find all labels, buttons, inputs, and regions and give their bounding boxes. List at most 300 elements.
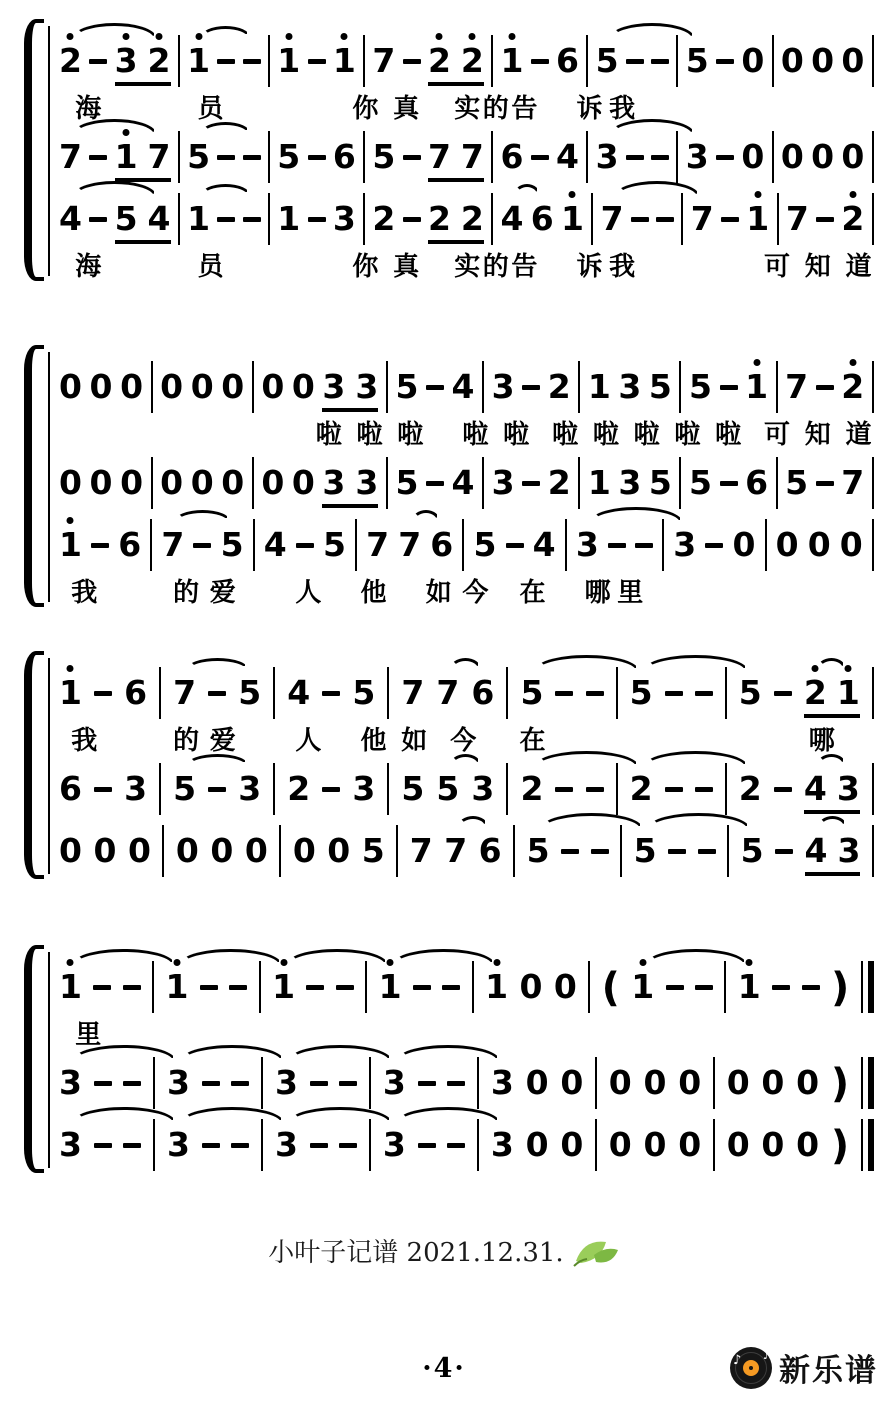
lyric-syllable: 如 [425,578,452,608]
note: 7 [409,831,433,870]
note: 5 [395,463,419,502]
brace-icon [24,945,44,1173]
slur-arc [643,751,748,767]
duration-dash [208,691,226,696]
rest-note: 0 [120,367,144,406]
lyric-syllable: 啦 [592,420,619,450]
final-barline-thin [861,961,863,1013]
slur-arc [450,754,481,765]
lyric-syllable: 啦 [315,420,342,450]
note: 1 [561,200,584,238]
barline [616,763,618,815]
barline [150,519,152,571]
barline [261,1119,263,1171]
rest-note: 0 [732,525,756,564]
final-barline [861,961,874,1013]
slur-arc [72,23,157,39]
barline [153,1057,155,1109]
parenthesis: ) [830,1123,850,1169]
note: 5 [352,673,376,712]
lyric-syllable: 的 [482,252,509,282]
rest-note: 0 [291,367,315,406]
lyric-syllable: 爱 [209,578,236,608]
note: 1 [587,463,611,502]
lyric-syllable: 啦 [503,420,530,450]
duration-dash [802,985,820,990]
barline [872,131,874,183]
note: 7 [173,673,197,712]
final-barline-thick [868,1119,874,1171]
slur-arc [201,122,250,133]
barline [363,131,365,183]
note: 7 [372,41,396,80]
note: 5 [595,41,619,80]
slur-arc [817,754,846,765]
lyrics-row [59,1012,874,1050]
note: 6 [500,137,524,176]
duration-dash [123,1081,141,1086]
system-start-barline [48,952,50,1168]
duration-dash [339,1143,357,1148]
underline-group [804,770,860,814]
note: 5 [436,769,460,808]
notation-line [59,752,874,814]
rest-note: 0 [160,367,184,406]
slur-arc [179,949,282,965]
lyric-syllable: 里 [617,578,644,608]
slur-arc [396,1045,500,1061]
slur-arc [609,23,695,39]
barline [279,825,281,877]
note: 4 [451,463,475,502]
barline [591,193,593,245]
duration-dash [217,59,235,64]
duration-dash [775,849,793,854]
barline [679,361,681,413]
note: 2 [547,367,571,406]
duration-dash [531,59,549,64]
duration-dash [666,985,684,990]
duration-dash [651,59,669,64]
note: 5 [173,769,197,808]
barline [369,1119,371,1171]
barline [588,961,590,1013]
barline [620,825,622,877]
lyric-syllable: 我 [609,252,636,282]
slur-arc [614,181,700,197]
note: 6 [530,199,554,238]
octave-dot [341,33,348,40]
rest-note: 0 [120,463,144,502]
barline [586,35,588,87]
lyric-syllable: 你 [352,94,379,124]
barline [396,825,398,877]
note: 5 [629,673,653,712]
system-brace [24,656,50,876]
note: 7 [401,673,425,712]
note: 7 [460,137,484,176]
logo-text: 新乐谱 [779,1353,878,1389]
octave-dot [469,33,476,40]
rest-note: 0 [175,831,199,870]
note: 5 [520,673,544,712]
underline-group [428,200,484,244]
rest-note: 0 [89,463,113,502]
lyrics-row [59,718,874,756]
slur-arc [817,658,846,669]
note: 3 [673,525,697,564]
note: 6 [745,463,769,502]
barline [676,35,678,87]
note: 2 [461,42,484,81]
duration-dash [322,691,340,696]
octave-dot [754,191,761,198]
rest-note: 0 [643,1125,667,1164]
music-system [0,24,888,282]
note: 5 [238,673,262,712]
barline [679,457,681,509]
system-start-barline [48,352,50,602]
duration-dash [561,849,579,854]
transcriber-credit: 小叶子记谱 2021.12.31. [268,1238,564,1268]
octave-dot [849,359,856,366]
barline [178,35,180,87]
duration-dash [308,217,326,222]
lyric-syllable: 实 [454,252,481,282]
note: 1 [837,674,860,713]
duration-dash [418,1081,436,1086]
note: 5 [688,367,712,406]
note: 7 [161,525,185,564]
note: 1 [59,526,82,564]
duration-dash [94,1081,112,1086]
barline [462,519,464,571]
underline-group [804,674,860,718]
system-start-barline [48,26,50,276]
duration-dash [695,787,713,792]
barline [151,457,153,509]
lyric-syllable: 他 [360,578,387,608]
lyric-syllable: 啦 [356,420,383,450]
barline [268,193,270,245]
lyric-syllable: 爱 [209,726,236,756]
note: 3 [685,137,709,176]
slur-arc [288,1107,392,1123]
note: 7 [147,137,171,176]
system-brace [24,950,50,1170]
note: 3 [274,1063,298,1102]
leaf-sprig-icon [572,1233,620,1269]
duration-dash [705,543,723,548]
note: 5 [648,367,672,406]
lyric-syllable: 人 [295,578,322,608]
duration-dash [243,155,261,160]
lyric-syllable: 啦 [715,420,742,450]
rest-note: 0 [726,1063,750,1102]
barline [727,825,729,877]
note: 2 [428,42,451,81]
barline [387,763,389,815]
note: 3 [382,1125,406,1164]
final-barline-thin [861,1119,863,1171]
note: 3 [166,1063,190,1102]
barline [472,961,474,1013]
lyric-syllable: 他 [360,726,387,756]
barline [872,457,874,509]
lyric-syllable: 我 [71,726,98,756]
duration-dash [555,787,573,792]
duration-dash [506,543,524,548]
slur-arc [412,510,440,521]
note: 3 [837,831,861,870]
note: 1 [272,968,295,1006]
duration-dash [447,1143,465,1148]
note: 3 [124,769,148,808]
rest-note: 0 [780,41,804,80]
duration-dash [698,849,716,854]
duration-dash [403,155,421,160]
rest-note: 0 [93,831,117,870]
brace-icon [24,651,44,879]
system-start-barline [48,658,50,874]
duration-dash [447,1081,465,1086]
slur-arc [540,813,643,829]
duration-dash [418,1143,436,1148]
duration-dash [555,691,573,696]
barline [387,667,389,719]
vinyl-record-icon [730,1347,772,1389]
duration-dash [217,155,235,160]
barline [178,131,180,183]
underline-group [322,464,378,508]
barline [872,519,874,571]
duration-dash [816,385,834,390]
rest-note: 0 [221,463,245,502]
barline [355,519,357,571]
duration-dash [322,787,340,792]
duration-dash [716,155,734,160]
system-lines [59,24,874,282]
note: 5 [738,673,762,712]
barline [765,519,767,571]
lyric-syllable: 海 [75,252,102,282]
rest-note: 0 [780,137,804,176]
lyric-syllable: 可 [763,252,790,282]
note: 2 [427,199,451,238]
lyric-syllable: 里 [75,1020,102,1050]
note: 4 [500,199,524,238]
lyric-syllable: 啦 [552,420,579,450]
note: 3 [618,463,642,502]
note: 7 [841,463,865,502]
duration-dash [339,1081,357,1086]
rest-note: 0 [796,1063,820,1102]
rest-note: 0 [761,1125,785,1164]
duration-dash [308,155,326,160]
duration-dash [695,691,713,696]
barline [477,1057,479,1109]
barline [578,457,580,509]
duration-dash [442,985,460,990]
note: 5 [395,367,419,406]
slur-arc [175,510,230,521]
note: 5 [526,831,550,870]
note: 2 [520,769,544,808]
barline [491,131,493,183]
duration-dash [91,543,109,548]
note: 3 [491,463,515,502]
slur-arc [818,816,847,827]
lyric-syllable: 诉 [576,94,603,124]
slur-arc [180,1045,284,1061]
note: 1 [631,968,654,1006]
parenthesis: ) [830,965,850,1011]
underline-group [115,42,171,86]
rest-note: 0 [525,1063,549,1102]
duration-dash [306,985,324,990]
slur-arc [180,1107,284,1123]
note: 5 [633,831,657,870]
note: 1 [115,138,138,177]
barline [595,1119,597,1171]
note: 1 [187,42,210,80]
note: 2 [738,769,762,808]
lyric-syllable: 的 [482,94,509,124]
note: 5 [220,525,244,564]
barline [178,193,180,245]
barline [772,131,774,183]
duration-dash [296,543,314,548]
slur-arc [450,658,481,669]
rest-note: 0 [811,41,835,80]
rest-note: 0 [59,367,82,406]
barline [713,1119,715,1171]
note: 1 [379,968,402,1006]
barline [363,193,365,245]
note: 2 [841,200,864,238]
duration-dash [310,1081,328,1086]
system-lines [59,950,874,1170]
note: 3 [836,769,860,808]
duration-dash [231,1143,249,1148]
notation-line [59,950,874,1012]
slur-arc [392,949,495,965]
note: 5 [361,831,385,870]
rest-note: 0 [261,463,285,502]
lyric-syllable: 知 [804,420,831,450]
duration-dash [774,787,792,792]
system-gap [0,278,888,350]
duration-dash [531,155,549,160]
barline [253,519,255,571]
barline [491,193,493,245]
note: 1 [587,367,611,406]
note: 4 [556,137,579,176]
octave-dot [753,359,760,366]
barline [491,35,493,87]
note: 3 [332,199,356,238]
lyric-syllable: 告 [511,252,538,282]
note: 4 [59,199,82,238]
system-lines [59,656,874,876]
parenthesis: ( [601,965,620,1011]
slur-arc [286,949,389,965]
note: 6 [471,673,495,712]
duration-dash [586,691,604,696]
duration-dash [721,217,739,222]
note: 1 [166,968,189,1006]
final-barline-thick [868,1057,874,1109]
lyric-syllable: 啦 [633,420,660,450]
lyric-syllable: 如 [401,726,428,756]
rest-note: 0 [560,1063,584,1102]
final-barline-thin [861,1057,863,1109]
barline [725,667,727,719]
rest-note: 0 [210,831,234,870]
octave-dot [849,191,856,198]
note: 6 [430,525,454,564]
barline [872,361,874,413]
notation-line [59,24,874,86]
lyric-syllable: 哪 [808,726,835,756]
note: 4 [147,199,171,238]
notation-line [59,656,874,718]
barline [153,1119,155,1171]
note: 2 [372,199,396,238]
notation-line [59,814,874,876]
lyric-syllable: 的 [173,578,200,608]
note: 3 [274,1125,298,1164]
duration-dash [631,217,649,222]
note: 3 [575,525,599,564]
note: 3 [238,769,262,808]
barline [872,193,874,245]
lyric-syllable: 可 [763,420,790,450]
octave-dot [569,191,576,198]
rest-note: 0 [292,831,316,870]
duration-dash [635,543,653,548]
note: 3 [166,1125,190,1164]
duration-dash [426,385,444,390]
slur-arc [72,119,157,135]
note: 7 [785,199,809,238]
brace-icon [24,19,44,281]
note: 7 [785,367,809,406]
barline [662,519,664,571]
lyric-syllable: 啦 [462,420,489,450]
slur-arc [643,655,748,671]
barline [162,825,164,877]
slur-arc [647,813,750,829]
duration-dash [665,787,683,792]
barline [565,519,567,571]
site-logo [730,1345,878,1390]
note: 6 [332,137,356,176]
lyric-syllable: 哪 [584,578,611,608]
octave-dot [67,665,74,672]
barline [252,361,254,413]
rest-note: 0 [726,1125,750,1164]
barline [482,361,484,413]
note: 2 [547,463,571,502]
rest-note: 0 [796,1125,820,1164]
music-system [0,950,888,1170]
barline [363,35,365,87]
note: 7 [427,137,451,176]
duration-dash [426,481,444,486]
duration-dash [94,1143,112,1148]
lyric-syllable: 今 [450,726,477,756]
